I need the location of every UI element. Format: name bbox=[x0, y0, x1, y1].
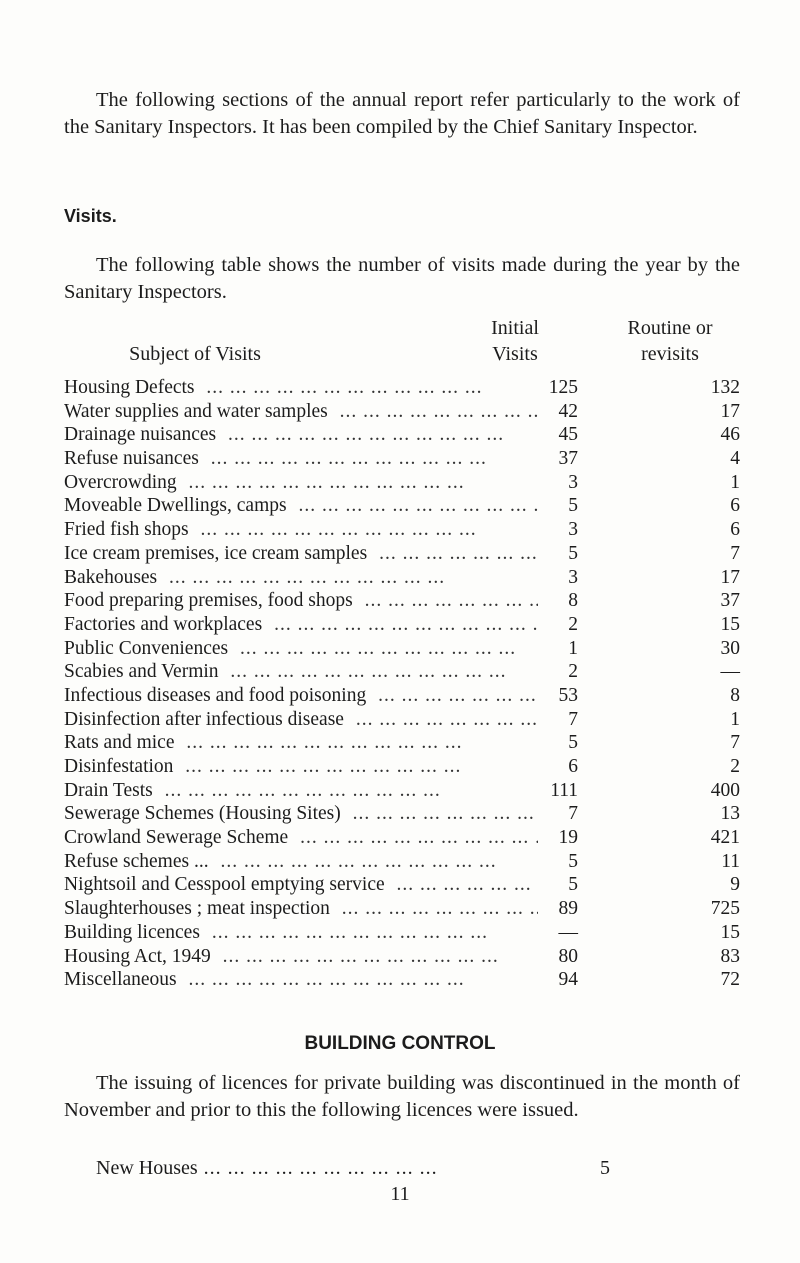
new-houses-value: 5 bbox=[596, 1155, 610, 1181]
row-routine-revisits: 72 bbox=[720, 969, 740, 991]
row-subject-text: Factories and workplaces bbox=[64, 614, 268, 635]
row-subject-text: Overcrowding bbox=[64, 472, 183, 493]
row-subject bbox=[64, 589, 538, 613]
row-initial-visits: 5 bbox=[538, 542, 578, 566]
table-row bbox=[64, 660, 740, 684]
row-subject-text: Disinfection after infectious disease bbox=[64, 709, 350, 730]
row-subject-text: Ice cream premises, ice cream samples bbox=[64, 543, 373, 564]
row-subject-text: Housing Act, 1949 bbox=[64, 946, 217, 967]
row-initial-visits: 37 bbox=[538, 447, 578, 471]
table-row bbox=[64, 400, 740, 424]
header-subject: Subject of Visits bbox=[129, 343, 261, 365]
table-row bbox=[64, 613, 740, 637]
row-initial-visits: 53 bbox=[538, 684, 578, 708]
table-row bbox=[64, 731, 740, 755]
header-routine-line1: Routine or bbox=[627, 317, 713, 339]
visits-heading: Visits. bbox=[64, 206, 117, 226]
row-routine-revisits: 400 bbox=[710, 779, 740, 801]
row-subject-text: Moveable Dwellings, camps bbox=[64, 495, 293, 516]
table-row bbox=[64, 518, 740, 542]
table-row bbox=[64, 471, 740, 495]
row-routine-revisits: 421 bbox=[710, 827, 740, 849]
row-routine-revisits: 7 bbox=[730, 542, 740, 564]
row-initial-visits: 5 bbox=[538, 850, 578, 874]
row-routine-revisits: 6 bbox=[730, 495, 740, 517]
row-subject bbox=[64, 400, 538, 424]
row-subject-text: Nightsoil and Cesspool emptying service bbox=[64, 874, 391, 895]
table-row bbox=[64, 708, 740, 732]
table-row bbox=[64, 376, 740, 400]
row-initial-visits: 6 bbox=[538, 755, 578, 779]
header-initial bbox=[460, 315, 570, 367]
row-routine-revisits: 83 bbox=[720, 945, 740, 967]
row-subject-text: Food preparing premises, food shops bbox=[64, 590, 359, 611]
row-initial-visits: 8 bbox=[538, 589, 578, 613]
row-initial-visits: 5 bbox=[538, 494, 578, 518]
row-initial-visits: 19 bbox=[538, 826, 578, 850]
table-row bbox=[64, 637, 740, 661]
row-initial-visits: 1 bbox=[538, 637, 578, 661]
row-initial-visits: 2 bbox=[538, 660, 578, 684]
row-subject-text: Disinfestation bbox=[64, 756, 179, 777]
table-row bbox=[64, 542, 740, 566]
table-row bbox=[64, 423, 740, 447]
table-row bbox=[64, 447, 740, 471]
row-subject-text: Drainage nuisances bbox=[64, 424, 222, 445]
row-initial-visits: 125 bbox=[538, 376, 578, 400]
row-subject bbox=[64, 494, 538, 518]
table-row bbox=[64, 802, 740, 826]
row-subject bbox=[64, 542, 538, 566]
row-initial-visits: 45 bbox=[538, 423, 578, 447]
row-initial-visits: 2 bbox=[538, 613, 578, 637]
row-initial-visits: 7 bbox=[538, 708, 578, 732]
row-subject bbox=[64, 708, 538, 732]
row-subject-text: Infectious diseases and food poisoning bbox=[64, 685, 372, 706]
row-subject bbox=[64, 873, 538, 897]
row-routine-revisits: 17 bbox=[720, 566, 740, 588]
row-routine-revisits: 7 bbox=[730, 732, 740, 754]
row-routine-revisits: 1 bbox=[730, 708, 740, 730]
row-routine-revisits: 1 bbox=[730, 471, 740, 493]
table-row bbox=[64, 494, 740, 518]
row-initial-visits: 7 bbox=[538, 802, 578, 826]
building-control-heading: BUILDING CONTROL bbox=[304, 1033, 496, 1054]
row-subject bbox=[64, 897, 538, 921]
table-row bbox=[64, 826, 740, 850]
table-row bbox=[64, 945, 740, 969]
table-row bbox=[64, 589, 740, 613]
visits-paragraph: The following table shows the number of visits made during the year by the Sanitary Inspectors. bbox=[64, 254, 740, 303]
new-houses-label: New Houses ... . bbox=[96, 1155, 596, 1181]
row-routine-revisits: 13 bbox=[720, 803, 740, 825]
row-subject bbox=[64, 566, 538, 590]
row-subject bbox=[64, 755, 538, 779]
row-subject-text: Miscellaneous bbox=[64, 969, 183, 990]
header-routine-line2: revisits bbox=[641, 343, 699, 365]
row-initial-visits: 5 bbox=[538, 731, 578, 755]
row-subject-text: Rats and mice bbox=[64, 732, 180, 753]
row-routine-revisits: 46 bbox=[720, 424, 740, 446]
row-subject-text: Drain Tests bbox=[64, 780, 159, 801]
row-initial-visits: 3 bbox=[538, 566, 578, 590]
table-row bbox=[64, 850, 740, 874]
table-row bbox=[64, 684, 740, 708]
row-subject bbox=[64, 637, 538, 661]
row-subject bbox=[64, 921, 538, 945]
building-control-paragraph: The issuing of licences for private building was discontinued in the month of November and prior to this the following licences were issued. bbox=[64, 1072, 740, 1121]
table-row bbox=[64, 873, 740, 897]
row-subject-text: Bakehouses bbox=[64, 567, 163, 588]
row-subject-text: Refuse schemes ... bbox=[64, 851, 215, 872]
row-subject bbox=[64, 826, 538, 850]
row-subject bbox=[64, 802, 538, 826]
row-initial-visits: 94 bbox=[538, 968, 578, 992]
row-subject bbox=[64, 471, 538, 495]
row-subject-text: Refuse nuisances bbox=[64, 448, 205, 469]
row-subject-text: Scabies and Vermin bbox=[64, 661, 225, 682]
row-routine-revisits: 15 bbox=[720, 613, 740, 635]
row-routine-revisits: 11 bbox=[721, 850, 740, 872]
row-routine-revisits: 30 bbox=[720, 637, 740, 659]
header-routine bbox=[600, 315, 740, 367]
header-initial-line1: Initial bbox=[491, 317, 539, 339]
row-routine-revisits: 9 bbox=[730, 874, 740, 896]
row-subject bbox=[64, 518, 538, 542]
row-initial-visits: 42 bbox=[538, 400, 578, 424]
row-subject bbox=[64, 660, 538, 684]
header-initial-line2: Visits bbox=[492, 343, 538, 365]
row-initial-visits: 3 bbox=[538, 518, 578, 542]
intro-paragraph: The following sections of the annual report refer particularly to the work of the Sanitary Inspectors. It has been compiled by the Chief Sanitary Inspector. bbox=[64, 89, 740, 138]
page-number: 11 bbox=[390, 1183, 410, 1205]
row-subject-text: Water supplies and water samples bbox=[64, 401, 334, 422]
row-subject bbox=[64, 731, 538, 755]
table-row bbox=[64, 921, 740, 945]
row-subject bbox=[64, 779, 538, 803]
row-initial-visits: 80 bbox=[538, 945, 578, 969]
row-routine-revisits: 15 bbox=[720, 921, 740, 943]
row-subject-text: Slaughterhouses ; meat inspection bbox=[64, 898, 336, 919]
row-subject-text: Crowland Sewerage Scheme bbox=[64, 827, 294, 848]
row-subject bbox=[64, 613, 538, 637]
row-subject bbox=[64, 945, 538, 969]
visits-table bbox=[64, 376, 740, 992]
row-initial-visits: 111 bbox=[538, 779, 578, 803]
row-routine-revisits: 725 bbox=[710, 898, 740, 920]
row-subject-text: Fried fish shops bbox=[64, 519, 195, 540]
row-subject bbox=[64, 850, 538, 874]
row-initial-visits: — bbox=[538, 921, 578, 945]
table-row bbox=[64, 968, 740, 992]
row-routine-revisits: 8 bbox=[730, 684, 740, 706]
row-subject bbox=[64, 684, 538, 708]
row-routine-revisits: — bbox=[720, 661, 740, 683]
row-subject-text: Housing Defects bbox=[64, 377, 201, 398]
row-routine-revisits: 37 bbox=[720, 590, 740, 612]
row-routine-revisits: 6 bbox=[730, 519, 740, 541]
row-subject bbox=[64, 423, 538, 447]
table-row bbox=[64, 897, 740, 921]
row-subject bbox=[64, 376, 538, 400]
row-subject-text: Sewerage Schemes (Housing Sites) bbox=[64, 803, 347, 824]
table-row bbox=[64, 566, 740, 590]
row-routine-revisits: 132 bbox=[710, 377, 740, 398]
row-subject-text: Public Conveniences bbox=[64, 638, 234, 659]
row-routine-revisits: 2 bbox=[730, 756, 740, 777]
row-routine-revisits: 17 bbox=[720, 400, 740, 422]
row-subject-text: Building licences bbox=[64, 922, 206, 943]
table-row bbox=[64, 779, 740, 803]
row-routine-revisits: 4 bbox=[730, 448, 740, 470]
row-subject bbox=[64, 968, 538, 992]
row-initial-visits: 3 bbox=[538, 471, 578, 495]
row-initial-visits: 89 bbox=[538, 897, 578, 921]
table-row bbox=[64, 755, 740, 779]
row-subject bbox=[64, 447, 538, 471]
row-initial-visits: 5 bbox=[538, 873, 578, 897]
